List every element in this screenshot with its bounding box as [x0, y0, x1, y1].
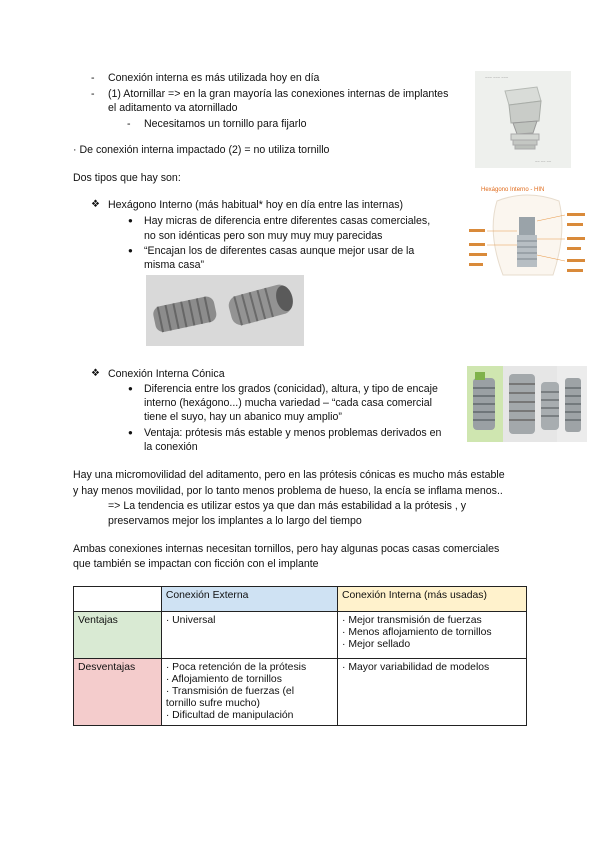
dash-marker: - — [91, 88, 95, 100]
table-cell-line: · Dificultad de manipulación — [165, 710, 294, 721]
text-line: interno (hexágono...) mucha variedad – “cada casa comercial — [144, 397, 432, 409]
text-line: misma casa” — [144, 259, 205, 271]
text-line: Ambas conexiones internas necesitan tornillos, pero hay algunas pocas casas comerciales — [73, 543, 500, 555]
diamond-bullet-icon: ❖ — [91, 368, 100, 379]
desventajas-interna-cell — [337, 659, 526, 726]
diagram-title: Hexágono Interno - HIN — [481, 187, 545, 193]
section-title-conica: Conexión Interna Cónica — [108, 368, 225, 380]
ventajas-interna-cell — [337, 612, 526, 659]
table-cell-line: · Poca retención de la prótesis — [165, 662, 307, 673]
text-line: el aditamento va atornillado — [108, 102, 238, 114]
text-line: “Encajan los de diferentes casas aunque mejor usar de la — [144, 245, 415, 257]
dash-marker: - — [127, 118, 131, 130]
abutment-photo — [475, 71, 571, 168]
text-line: Dos tipos que hay son: — [73, 172, 181, 184]
text-line: Hay micras de diferencia entre diferentes casas comerciales, — [144, 215, 431, 227]
bullet-icon: ● — [128, 384, 133, 393]
table-cell-line: tornillo sufre mucho) — [165, 698, 260, 709]
table-cell-line: · Transmisión de fuerzas (el — [165, 686, 295, 697]
table-row-ventajas — [74, 612, 527, 659]
dash-marker: - — [91, 72, 95, 84]
comparison-table — [73, 586, 527, 726]
svg-text:~~~ ~~~ ~~~: ~~~ ~~~ ~~~ — [485, 75, 509, 80]
text-line: que también se impactan con ficción con el implante — [73, 558, 319, 570]
text-line: la conexión — [144, 441, 198, 453]
text-line: Conexión interna es más utilizada hoy en día — [108, 72, 320, 84]
text-line: Necesitamos un tornillo para fijarlo — [144, 118, 307, 130]
text-line: Hay una micromovilidad del aditamento, pero en las prótesis cónicas es mucho más estable — [73, 469, 505, 481]
diamond-bullet-icon: ❖ — [91, 199, 100, 210]
table-row-desventajas — [74, 659, 527, 726]
table-cell-line: · Mayor variabilidad de modelos — [341, 662, 490, 673]
implants-photo — [146, 275, 304, 346]
row-label-desventajas: Desventajas — [74, 659, 162, 726]
text-line: tiene el suyo, hay un abanico muy amplio” — [144, 411, 342, 423]
text-line: Ventaja: prótesis más estable y menos problemas derivados en — [144, 427, 442, 439]
svg-text:~~ ~~ ~~: ~~ ~~ ~~ — [535, 159, 552, 164]
table-cell-line: · Aflojamiento de tornillos — [165, 674, 282, 685]
text-line: y hay menos movilidad, por lo tanto menos problema de hueso, la encía se inflama menos.. — [73, 485, 503, 497]
table-cell-line: · Universal — [165, 615, 216, 626]
section-title-hexagono: Hexágono Interno (más habitual* hoy en día entre las internas) — [108, 199, 404, 211]
text-line: no son idénticas pero son muy muy muy parecidas — [144, 230, 383, 242]
text-line: => La tendencia es utilizar estos ya que dan más estabilidad a la prótesis , y — [108, 500, 467, 512]
bullet-icon: ● — [128, 216, 133, 225]
text-line: Diferencia entre los grados (conicidad), altura, y tipo de encaje — [144, 383, 438, 395]
table-header-row — [74, 587, 527, 612]
table-cell-line: · Mejor sellado — [341, 639, 411, 650]
table-header-externa: Conexión Externa — [161, 587, 337, 612]
bullet-icon: ● — [128, 246, 133, 255]
table-header-interna: Conexión Interna (más usadas) — [337, 587, 526, 612]
bullet-icon: ● — [128, 428, 133, 437]
table-cell-line: · Menos aflojamiento de tornillos — [341, 627, 492, 638]
table-header-cell — [74, 587, 162, 612]
ventajas-externa-cell — [161, 612, 337, 659]
table-cell-line: · Mejor transmisión de fuerzas — [341, 615, 482, 626]
text-line: · De conexión interna impactado (2) = no utiliza tornillo — [73, 144, 330, 156]
text-line: preservamos mejor los implantes a lo largo del tiempo — [108, 515, 362, 527]
row-label-ventajas: Ventajas — [74, 612, 162, 659]
conical-implants-photo — [467, 366, 587, 442]
desventajas-externa-cell — [161, 659, 337, 726]
hexagono-diagram — [467, 183, 589, 285]
text-line: (1) Atornillar => en la gran mayoría las conexiones internas de implantes — [108, 88, 449, 100]
